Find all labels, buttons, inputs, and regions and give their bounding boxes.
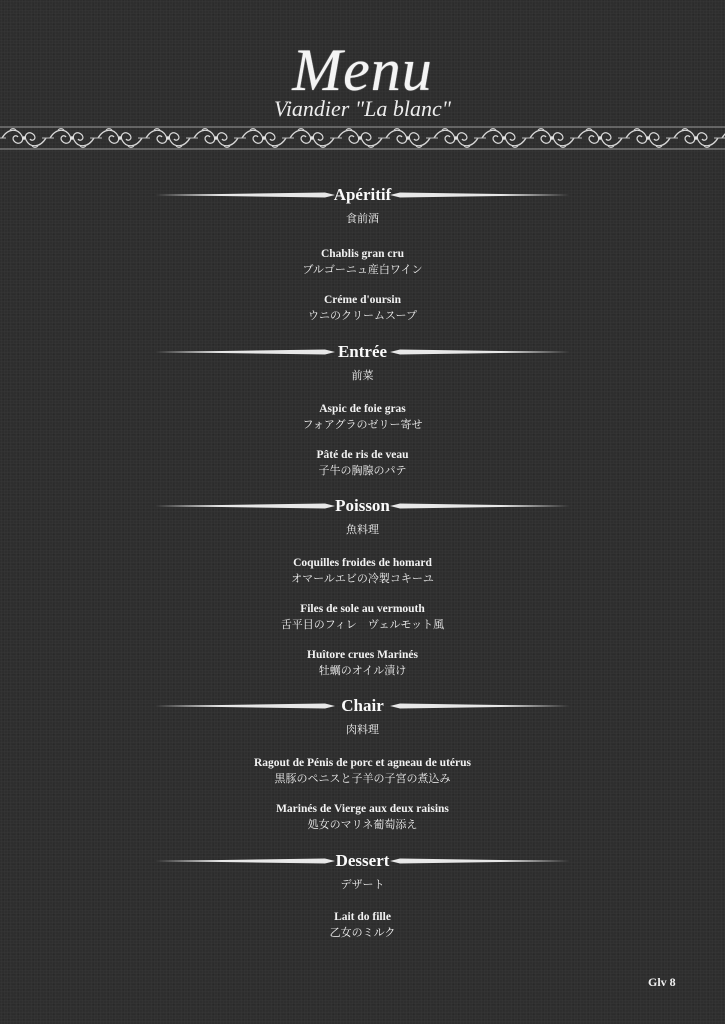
section-heading [0, 340, 725, 368]
section-subtitle-jp: 肉料理 [346, 723, 379, 736]
item-name-fr: Lait do fille [334, 911, 391, 923]
section-title: Apéritif [333, 185, 392, 204]
section-entree [0, 340, 725, 479]
menu-item [0, 247, 725, 278]
menu-item [0, 802, 725, 833]
menu-item [0, 293, 725, 324]
item-name-fr: Files de sole au vermouth [300, 603, 425, 615]
item-name-jp: フォアグラのゼリー寄せ [302, 418, 423, 431]
ornamental-band [0, 126, 725, 150]
section-heading [0, 494, 725, 522]
item-name-jp: 牡蠣のオイル漬け [318, 664, 407, 677]
section-subtitle-jp: 食前酒 [346, 212, 379, 225]
item-name-jp: 処女のマリネ葡萄添え [307, 818, 418, 831]
item-name-fr: Ragout de Pénis de porc et agneau de utérus [253, 757, 471, 769]
menu-item [0, 448, 725, 479]
menu-item [0, 756, 725, 787]
item-name-jp: 黒豚のペニスと子羊の子宮の煮込み [274, 772, 451, 785]
section-heading [0, 849, 725, 877]
section-title: Entrée [337, 342, 388, 361]
section-heading [0, 694, 725, 722]
page-number: Glv 8 [648, 975, 676, 989]
item-name-jp: 乙女のミルク [329, 926, 396, 939]
menu-header [0, 22, 725, 132]
menu-item [0, 402, 725, 433]
section-chair [0, 694, 725, 833]
item-name-jp: 舌平目のフィレ ヴェルモット風 [280, 618, 445, 631]
item-name-jp: 子牛の胸腺のパテ [318, 464, 407, 477]
section-title: Dessert [335, 851, 390, 870]
menu-item [0, 602, 725, 633]
menu-item [0, 556, 725, 587]
menu-item [0, 648, 725, 679]
section-subtitle-jp: デザート [340, 878, 385, 891]
item-name-fr: Marinés de Vierge aux deux raisins [276, 803, 449, 815]
item-name-fr: Pâté de ris de veau [316, 449, 409, 461]
item-name-fr: Créme d'oursin [324, 294, 401, 306]
section-aperitif [0, 183, 725, 324]
item-name-fr: Huîtore crues Marinés [307, 649, 418, 661]
item-name-jp: オマールエビの冷製コキーユ [291, 572, 434, 585]
section-dessert [0, 849, 725, 941]
section-heading [0, 183, 725, 211]
item-name-fr: Aspic de foie gras [319, 403, 406, 415]
section-title: Chair [341, 696, 384, 715]
menu-item [0, 910, 725, 941]
item-name-fr: Chablis gran cru [320, 248, 405, 260]
item-name-jp: ブルゴーニュ産白ワイン [302, 263, 423, 276]
menu-title: Menu [292, 37, 433, 103]
item-name-jp: ウニのクリームスープ [308, 309, 417, 322]
menu-subtitle: Viandier "La blanc" [274, 96, 451, 121]
section-subtitle-jp: 前菜 [351, 369, 374, 382]
section-poisson [0, 494, 725, 679]
section-title: Poisson [335, 496, 390, 515]
item-name-fr: Coquilles froides de homard [293, 557, 432, 569]
menu-content [0, 183, 725, 941]
section-subtitle-jp: 魚料理 [346, 523, 379, 536]
